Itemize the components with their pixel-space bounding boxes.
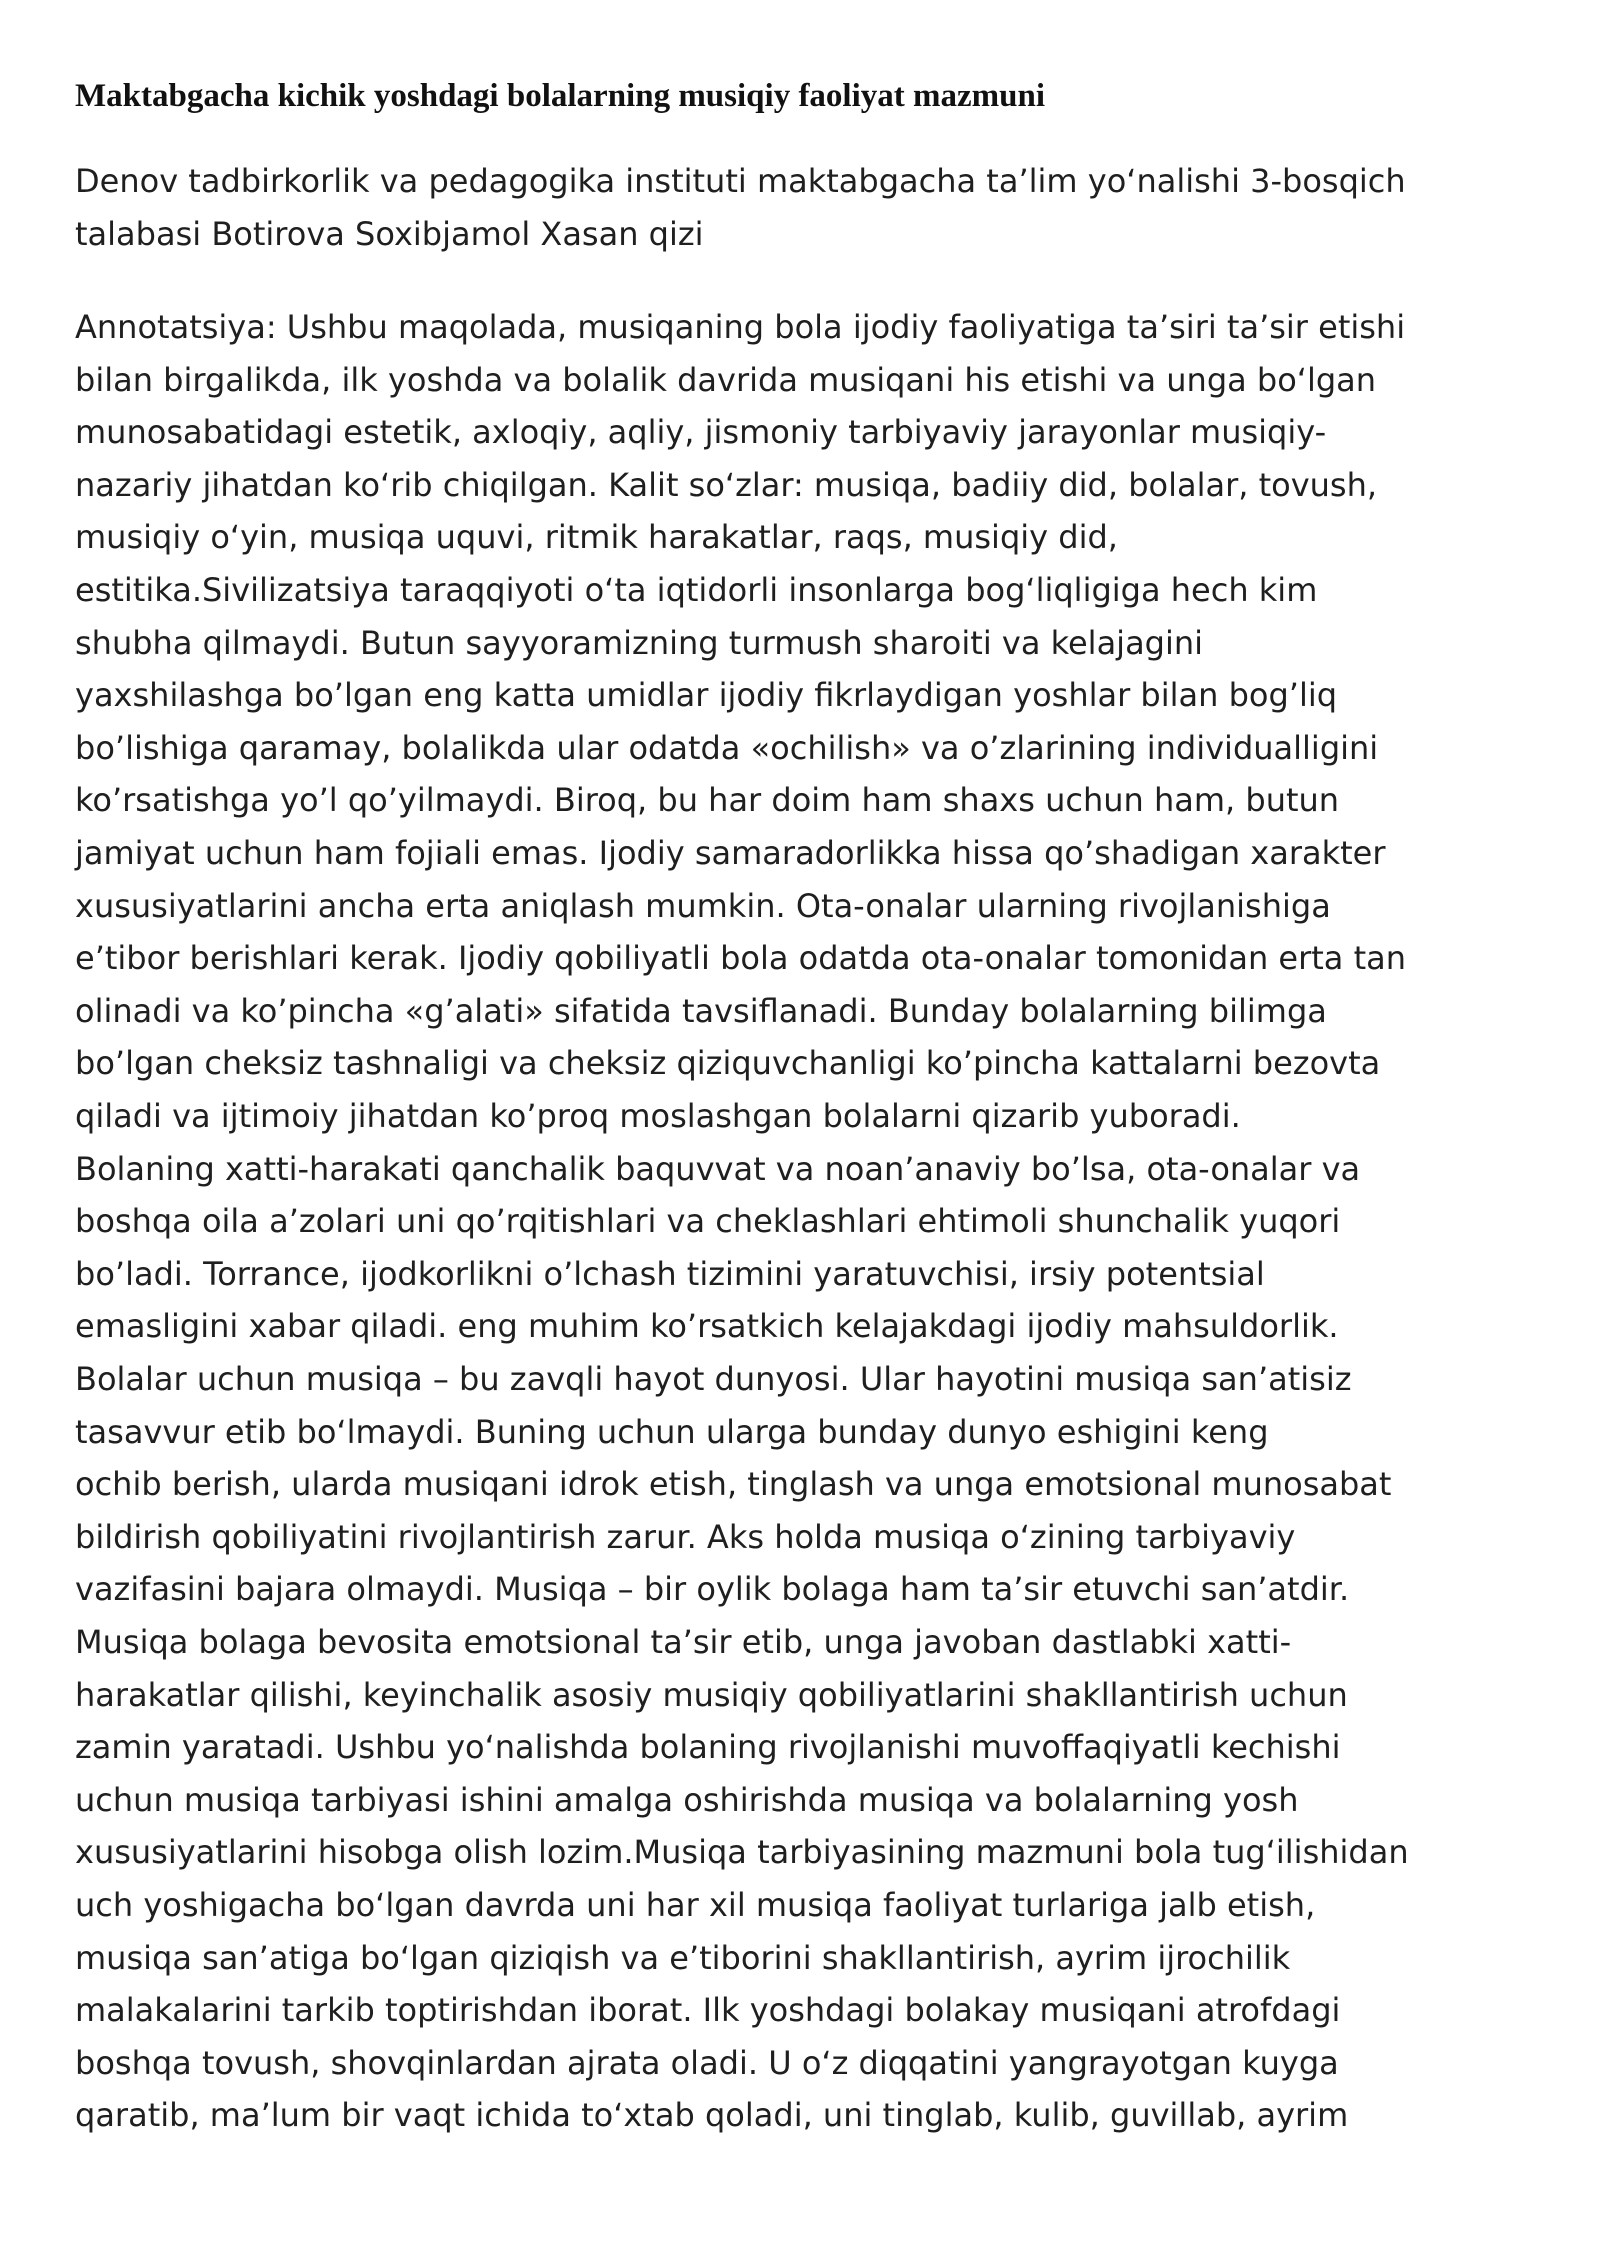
- body-line: xususiyatlarini ancha erta aniqlash mumkin. Ota-onalar ularning rivojlanishiga: [75, 886, 1331, 925]
- body-line: nazariy jihatdan ko‘rib chiqilgan. Kalit so‘zlar: musiqa, badiiy did, bolalar, tovush,: [75, 465, 1378, 504]
- body-line: malakalarini tarkib toptirishdan iborat. Ilk yoshdagi bolakay musiqani atrofdagi: [75, 1991, 1341, 2030]
- body-line: estitika.Sivilizatsiya taraqqiyoti o‘ta iqtidorli insonlarga bog‘liqligiga hech kim: [75, 571, 1318, 609]
- body-line: musiqa san’atiga bo‘lgan qiziqish va e’tiborini shakllantirish, ayrim ijrochilik: [75, 1938, 1291, 1977]
- body-line: ko’rsatishga yo’l qo’yilmaydi. Biroq, bu har doim ham shaxs uchun ham, butun: [75, 781, 1340, 820]
- body-line: bildirish qobiliyatini rivojlantirish zarur. Aks holda musiqa o‘zining tarbiyaviy: [75, 1517, 1296, 1556]
- body-line: tasavvur etib bo‘lmaydi. Buning uchun ularga bunday dunyo eshigini keng: [75, 1412, 1269, 1451]
- body-line: shubha qilmaydi. Butun sayyoramizning turmush sharoiti va kelajagini: [75, 623, 1204, 662]
- body-line: vazifasini bajara olmaydi. Musiqa – bir oylik bolaga ham ta’sir etuvchi san’atdir.: [75, 1570, 1350, 1609]
- body-line: e’tibor berishlari kerak. Ijodiy qobiliyatli bola odatda ota-onalar tomonidan erta tan: [75, 939, 1406, 978]
- body-line: uchun musiqa tarbiyasi ishini amalga oshirishda musiqa va bolalarning yosh: [75, 1780, 1299, 1819]
- body-line: Annotatsiya: Ushbu maqolada, musiqaning bola ijodiy faoliyatiga ta’siri ta’sir etishi: [75, 308, 1406, 346]
- body-line: bo’ladi. Torrance, ijodkorlikni o’lchash tizimini yaratuvchisi, irsiy potentsial: [75, 1254, 1265, 1293]
- body-line: qiladi va ijtimoiy jihatdan ko’proq moslashgan bolalarni qizarib yuboradi.: [75, 1097, 1241, 1135]
- body-line: xususiyatlarini hisobga olish lozim.Musiqa tarbiyasining mazmuni bola tug‘ilishidan: [75, 1833, 1409, 1872]
- body-line: bo’lishiga qaramay, bolalikda ular odatda «ochilish» va o’zlarining individualligini: [75, 728, 1379, 767]
- body-line: munosabatidagi estetik, axloqiy, aqliy, jismoniy tarbiyaviy jarayonlar musiqiy-: [75, 413, 1327, 452]
- body-line: bilan birgalikda, ilk yoshda va bolalik davrida musiqani his etishi va unga bo‘lgan: [75, 360, 1377, 399]
- author-line: talabasi Botirova Soxibjamol Xasan qizi: [75, 214, 704, 253]
- body-line: Bolalar uchun musiqa – bu zavqli hayot dunyosi. Ular hayotini musiqa san’atisiz: [75, 1360, 1352, 1398]
- body-line: boshqa oila a’zolari uni qo’rqitishlari va cheklashlari ehtimoli shunchalik yuqori: [75, 1202, 1341, 1241]
- body-line: zamin yaratadi. Ushbu yo‘nalishda bolaning rivojlanishi muvoffaqiyatli kechishi: [75, 1728, 1341, 1767]
- body-line: qaratib, ma’lum bir vaqt ichida to‘xtab qoladi, uni tinglab, kulib, guvillab, ayrim: [75, 2096, 1349, 2135]
- body-line: musiqiy o‘yin, musiqa uquvi, ritmik harakatlar, raqs, musiqiy did,: [75, 518, 1118, 557]
- body-line: bo’lgan cheksiz tashnaligi va cheksiz qiziquvchanligi ko’pincha kattalarni bezovta: [75, 1044, 1381, 1083]
- body-line: uch yoshigacha bo‘lgan davrda uni har xil musiqa faoliyat turlariga jalb etish,: [75, 1886, 1316, 1924]
- body-line: ochib berish, ularda musiqani idrok etish, tinglash va unga emotsional munosabat: [75, 1465, 1392, 1504]
- body-line: olinadi va ko’pincha «g’alati» sifatida tavsiflanadi. Bunday bolalarning bilimga: [75, 991, 1327, 1030]
- body-line: Musiqa bolaga bevosita emotsional ta’sir etib, unga javoban dastlabki xatti-: [75, 1623, 1292, 1661]
- body-line: harakatlar qilishi, keyinchalik asosiy musiqiy qobiliyatlarini shakllantirish uchun: [75, 1675, 1348, 1714]
- author-line: Denov tadbirkorlik va pedagogika instituti maktabgacha ta’lim yo‘nalishi 3-bosqich: [75, 162, 1406, 200]
- body-line: jamiyat uchun ham fojiali emas. Ijodiy samaradorlikka hissa qo’shadigan xarakter: [75, 834, 1386, 872]
- article-title: Maktabgacha kichik yoshdagi bolalarning musiqiy faoliyat mazmuni: [75, 78, 1046, 114]
- body-line: yaxshilashga bo’lgan eng katta umidlar ijodiy fikrlaydigan yoshlar bilan bog’liq: [75, 676, 1338, 715]
- body-line: boshqa tovush, shovqinlardan ajrata oladi. U o‘z diqqatini yangrayotgan kuyga: [75, 2043, 1339, 2082]
- body-line: Bolaning xatti-harakati qanchalik baquvvat va noan’anaviy bo’lsa, ota-onalar va: [75, 1149, 1361, 1188]
- body-line: emasligini xabar qiladi. eng muhim ko’rsatkich kelajakdagi ijodiy mahsuldorlik.: [75, 1307, 1339, 1346]
